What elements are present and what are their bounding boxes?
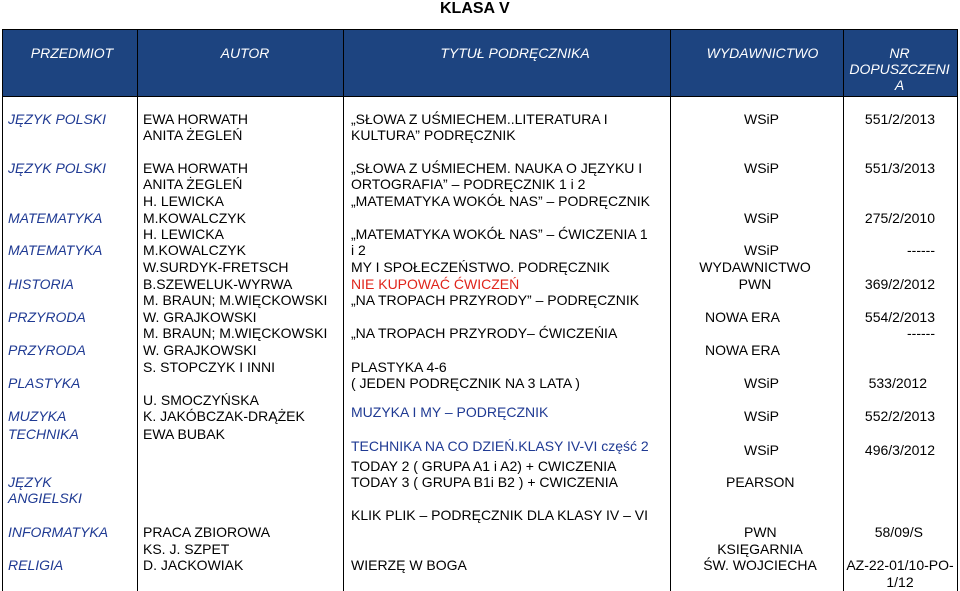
row-publisher: WSiP (744, 408, 779, 424)
row-subject: JĘZYK (8, 474, 52, 490)
table-header (2, 29, 958, 97)
row-author: H. LEWICKA (143, 226, 224, 242)
row-publisher: KSIĘGARNIA (717, 541, 803, 557)
row-nr: 533/2012 (868, 375, 927, 391)
row-author: H. LEWICKA (143, 193, 224, 209)
row-title: KLIK PLIK – PODRĘCZNIK DLA KLASY IV – VI (351, 507, 648, 523)
row-author: M.KOWALCZYK (143, 242, 246, 258)
header-nr-line3: A (894, 77, 905, 93)
grid-line (957, 29, 958, 591)
row-title-warning: NIE KUPOWAĆ ĆWICZEŃ (351, 276, 520, 292)
row-title: TECHNIKA NA CO DZIEŃ.KLASY IV-VI część 2 (351, 438, 649, 454)
row-nr: ------ (907, 325, 935, 341)
row-author: M.KOWALCZYK (143, 210, 246, 226)
header-title: TYTUŁ PODRĘCZNIKA (440, 45, 590, 61)
row-title: PLASTYKA 4-6 (351, 359, 447, 375)
grid-line (343, 29, 344, 591)
row-publisher: WSiP (744, 111, 779, 127)
row-publisher: WYDAWNICTWO (699, 259, 811, 275)
row-subject: JĘZYK POLSKI (8, 160, 107, 176)
row-publisher: WSiP (744, 442, 779, 458)
row-nr: 275/2/2010 (864, 210, 935, 226)
row-subject: MATEMATYKA (8, 210, 103, 226)
grid-line (2, 96, 958, 97)
grid-line (670, 29, 671, 591)
row-title: „SŁOWA Z UŚMIECHEM..LITERATURA I (351, 111, 608, 127)
row-subject: PRZYRODA (8, 309, 86, 325)
row-title: „SŁOWA Z UŚMIECHEM. NAUKA O JĘZYKU I (351, 160, 643, 176)
row-author: U. SMOCZYŃSKA (143, 392, 259, 408)
row-author: EWA BUBAK (143, 426, 225, 442)
header-subject: PRZEDMIOT (30, 45, 114, 61)
row-title: ( JEDEN PODRĘCZNIK NA 3 LATA ) (351, 375, 580, 391)
row-subject: PRZYRODA (8, 342, 86, 358)
row-author: W.SURDYK-FRETSCH (143, 259, 289, 275)
row-subject: ANGIELSKI (8, 490, 82, 506)
row-publisher: WSiP (744, 160, 779, 176)
row-nr: 58/09/S (874, 524, 923, 540)
row-title: i 2 (351, 242, 366, 258)
row-title: MY I SPOŁECZEŃSTWO. PODRĘCZNIK (351, 259, 610, 275)
row-subject: TECHNIKA (8, 426, 79, 442)
row-publisher: NOWA ERA (705, 309, 780, 325)
row-title: „NA TROPACH PRZYRODY– ĆWICZEŃIA (351, 325, 618, 341)
row-nr: 551/3/2013 (864, 160, 935, 176)
row-author: ANITA ŻEGLEŃ (143, 127, 243, 143)
row-subject: INFORMATYKA (8, 524, 109, 540)
row-author: ANITA ŻEGLEŃ (143, 176, 243, 192)
row-author: M. BRAUN; M.WIĘCKOWSKI (143, 292, 328, 308)
row-nr: 496/3/2012 (864, 442, 935, 458)
page-title: KLASA V (440, 0, 510, 17)
row-title: „MATEMATYKA WOKÓŁ NAS” – PODRĘCZNIK (351, 193, 650, 209)
row-author: W. GRAJKOWSKI (143, 309, 257, 325)
grid-line (2, 29, 3, 591)
header-author: AUTOR (220, 45, 270, 61)
row-publisher: PEARSON (726, 474, 795, 490)
row-author: S. STOPCZYK I INNI (143, 359, 275, 375)
row-title: TODAY 2 ( GRUPA A1 i A2) + CWICZENIA (351, 458, 617, 474)
row-subject: MATEMATYKA (8, 242, 103, 258)
row-author: B.SZEWELUK-WYRWA (143, 276, 293, 292)
row-subject: JĘZYK POLSKI (8, 111, 107, 127)
row-publisher: PWN (738, 276, 772, 292)
row-subject: MUZYKA (8, 408, 67, 424)
row-publisher: WSiP (744, 242, 779, 258)
row-publisher: NOWA ERA (705, 342, 780, 358)
row-author: D. JACKOWIAK (143, 557, 244, 573)
header-nr-line2: DOPUSZCZENI (849, 61, 950, 77)
row-author: M. BRAUN; M.WIĘCKOWSKI (143, 325, 328, 341)
row-author: EWA HORWATH (143, 160, 248, 176)
row-nr: 552/2/2013 (864, 408, 935, 424)
row-nr: 554/2/2013 (864, 309, 935, 325)
row-title: MUZYKA I MY – PODRĘCZNIK (351, 404, 549, 420)
row-author: K. JAKÓBCZAK-DRĄŻEK (143, 408, 305, 424)
row-subject: HISTORIA (8, 276, 74, 292)
row-author: PRACA ZBIOROWA (143, 524, 271, 540)
row-nr: ------ (907, 242, 935, 258)
row-title: „NA TROPACH PRZYRODY” – PODRĘCZNIK (351, 292, 640, 308)
row-title: WIERZĘ W BOGA (351, 557, 467, 573)
row-nr: 551/2/2013 (864, 111, 935, 127)
row-author: W. GRAJKOWSKI (143, 342, 257, 358)
row-publisher: WSiP (744, 375, 779, 391)
row-publisher: PWN (744, 524, 777, 540)
grid-line (137, 29, 138, 591)
row-subject: PLASTYKA (8, 375, 81, 391)
row-title: KULTURA” PODRĘCZNIK (351, 127, 516, 143)
header-nr (843, 45, 956, 93)
row-title: ORTOGRAFIA” – PODRĘCZNIK 1 i 2 (351, 176, 586, 192)
row-publisher: ŚW. WOJCIECHA (703, 557, 817, 573)
row-title: TODAY 3 ( GRUPA B1i B2 ) + CWICZENIA (351, 474, 618, 490)
row-author: EWA HORWATH (143, 111, 248, 127)
header-nr-line1: NR (889, 45, 910, 61)
header-publisher: WYDAWNICTWO (706, 45, 819, 61)
row-title: „MATEMATYKA WOKÓŁ NAS” – ĆWICZENIA 1 (351, 226, 648, 242)
row-author: KS. J. SZPET (143, 541, 230, 557)
row-nr: 369/2/2012 (864, 276, 935, 292)
row-nr: 1/12 (886, 574, 914, 590)
row-publisher: WSiP (744, 210, 779, 226)
row-nr: AZ-22-01/10-PO- (846, 557, 954, 573)
row-subject: RELIGIA (8, 557, 64, 573)
